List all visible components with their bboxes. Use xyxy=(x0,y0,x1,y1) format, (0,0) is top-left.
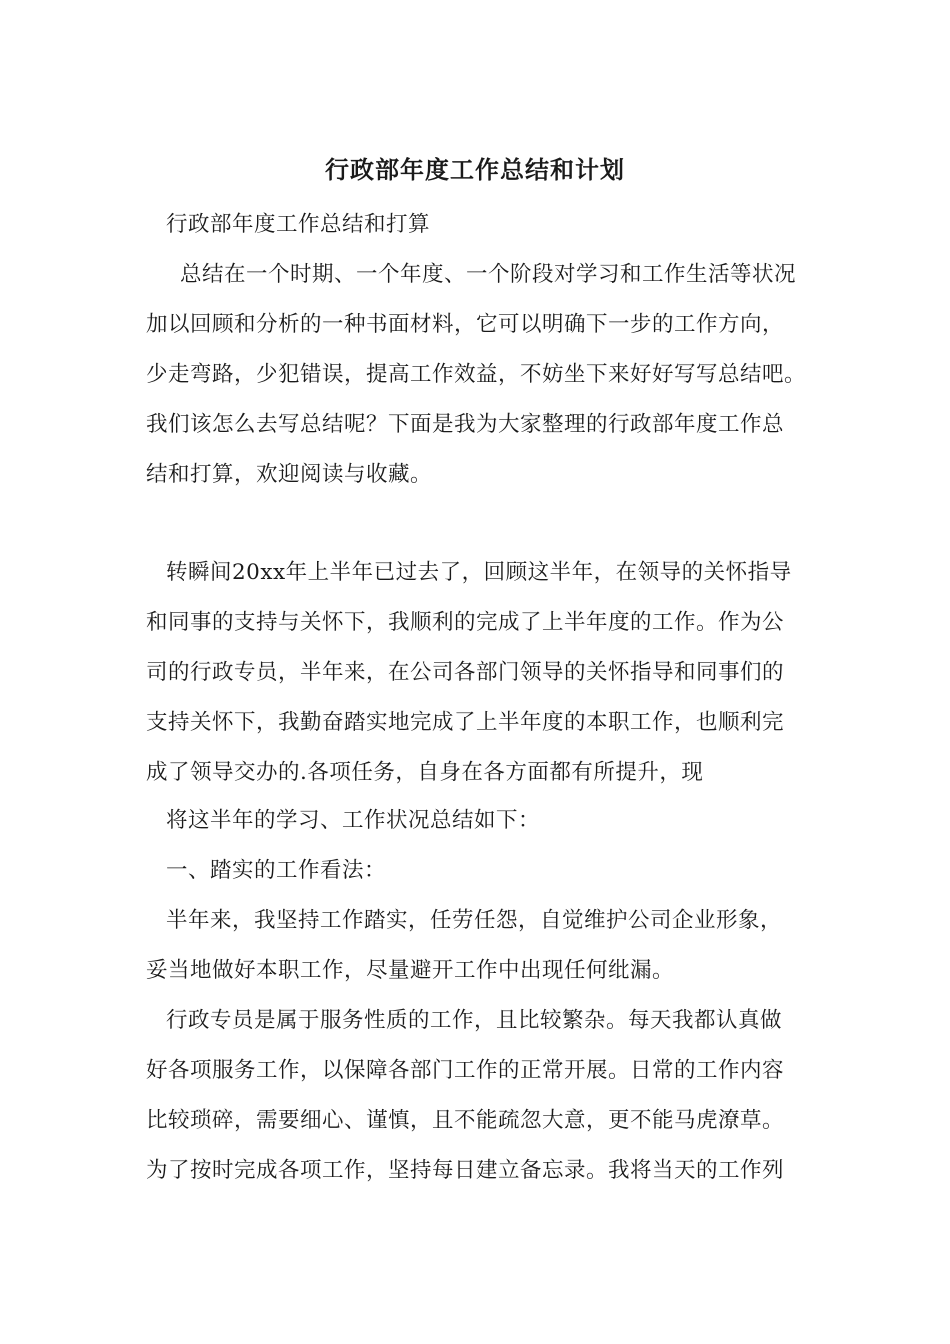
subtitle-line: 行政部年度工作总结和打算 xyxy=(166,212,431,237)
paragraph-line: 比较琐碎，需要细心、谨慎，且不能疏忽大意，更不能马虎潦草。 xyxy=(146,1108,785,1133)
paragraph-line: 我们该怎么去写总结呢？下面是我为大家整理的行政部年度工作总 xyxy=(146,412,785,437)
paragraph-line: 妥当地做好本职工作，尽量避开工作中出现任何纰漏。 xyxy=(146,958,675,983)
paragraph-line: 行政专员是属于服务性质的工作，且比较繁杂。每天我都认真做 xyxy=(166,1008,783,1033)
section-heading: 一、踏实的工作看法： xyxy=(166,858,387,883)
paragraph-line: 转瞬间20xx年上半年已过去了，回顾这半年，在领导的关怀指导 xyxy=(166,560,792,585)
paragraph-line: 支持关怀下，我勤奋踏实地完成了上半年度的本职工作，也顺利完 xyxy=(146,710,785,735)
paragraph-line: 成了领导交办的.各项任务，自身在各方面都有所提升，现 xyxy=(146,760,704,785)
paragraph-line: 将这半年的学习、工作状况总结如下： xyxy=(166,808,541,833)
paragraph-line: 好各项服务工作，以保障各部门工作的正常开展。日常的工作内容 xyxy=(146,1058,785,1083)
paragraph-line: 结和打算，欢迎阅读与收藏。 xyxy=(146,462,433,487)
document-title: 行政部年度工作总结和计划 xyxy=(325,155,625,184)
paragraph-line: 司的行政专员，半年来，在公司各部门领导的关怀指导和同事们的 xyxy=(146,660,785,685)
paragraph-line: 总结在一个时期、一个年度、一个阶段对学习和工作生活等状况 xyxy=(180,262,797,287)
paragraph-line: 半年来，我坚持工作踏实，任劳任怨，自觉维护公司企业形象， xyxy=(166,908,783,933)
paragraph-line: 少走弯路，少犯错误，提高工作效益，不妨坐下来好好写写总结吧。 xyxy=(146,362,807,387)
paragraph-line: 加以回顾和分析的一种书面材料，它可以明确下一步的工作方向， xyxy=(146,312,785,337)
paragraph-line: 和同事的支持与关怀下，我顺利的完成了上半年度的工作。作为公 xyxy=(146,610,785,635)
paragraph-line: 为了按时完成各项工作，坚持每日建立备忘录。我将当天的工作列 xyxy=(146,1158,785,1183)
